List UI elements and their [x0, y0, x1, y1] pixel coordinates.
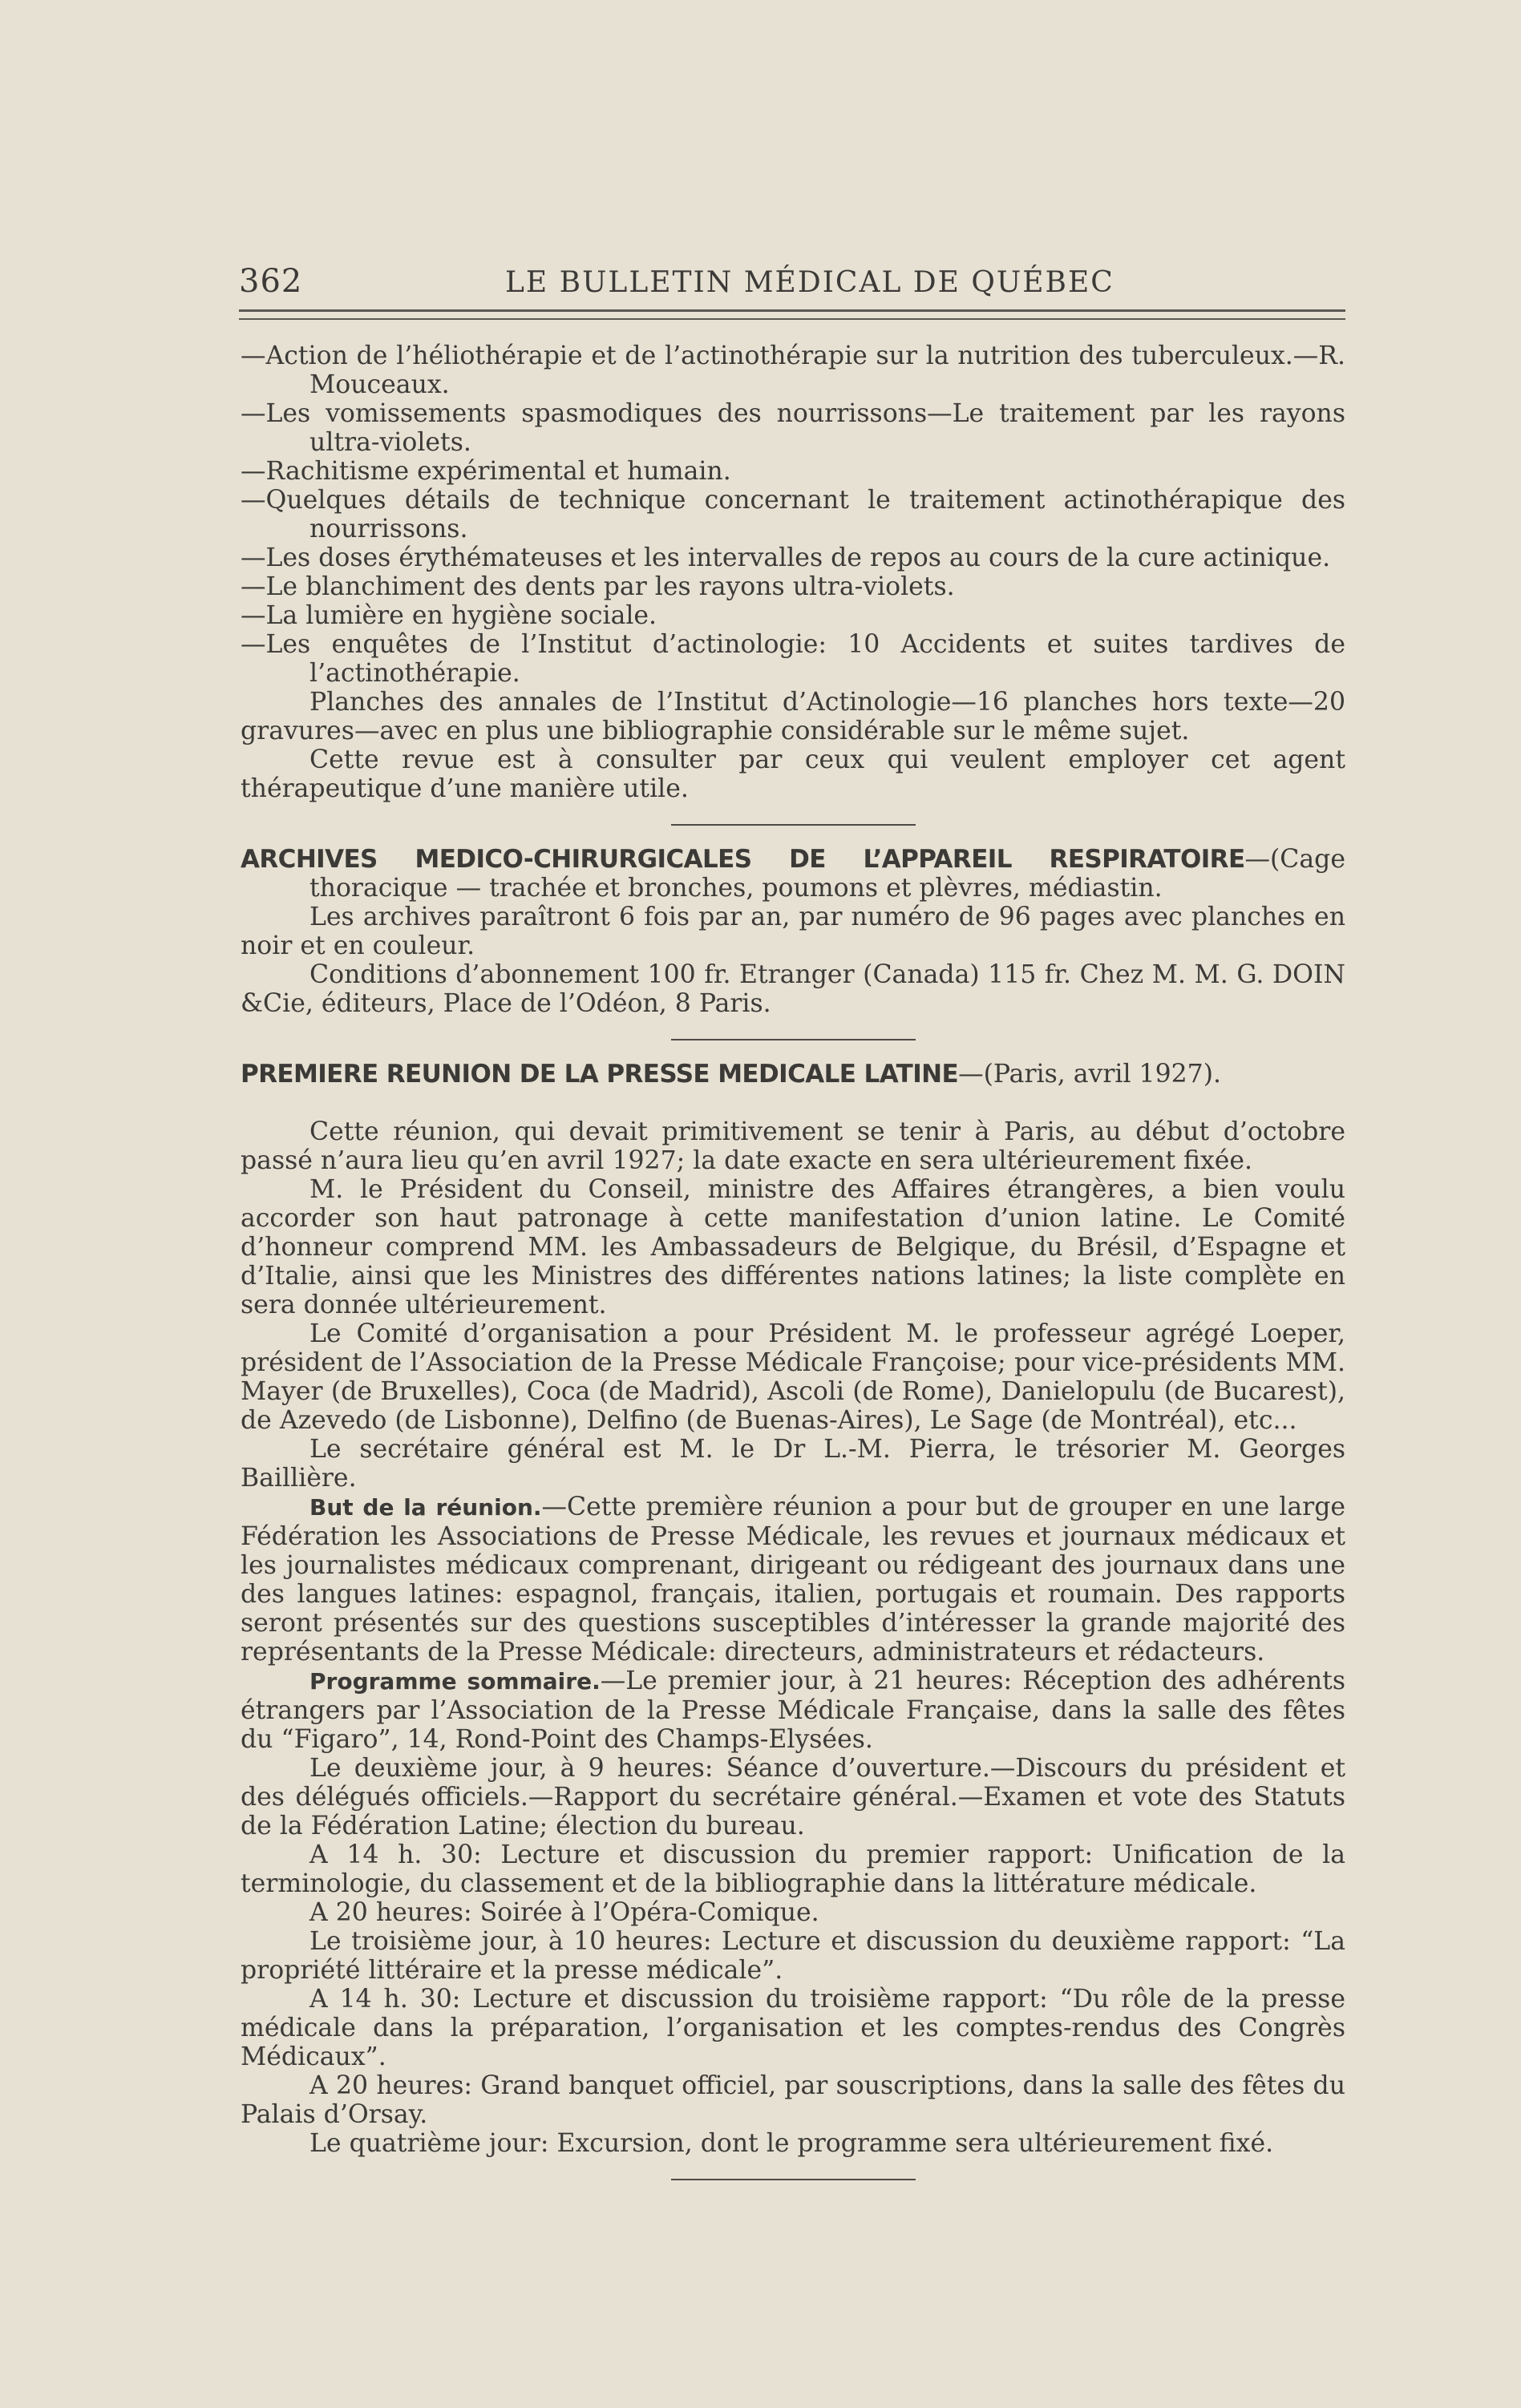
- paragraph: A 20 heures: Soirée à l’Opéra-Comique.: [309, 1898, 819, 1927]
- paragraph: Les archives paraîtront 6 fois par an, par numéro de 96 pages avec planches en noir et en couleur.: [241, 903, 1345, 960]
- paragraph: [241, 1493, 1345, 1667]
- list-item: —Les doses érythémateuses et les intervalles de repos au cours de la cure actinique.: [241, 543, 1331, 572]
- archives-title-rest: —(Cage thoracique — trachée et bronches, poumons et plèvres, médiastin.: [309, 845, 1345, 903]
- list-item: —La lumière en hygiène sociale.: [241, 601, 657, 630]
- paragraph: Planches des annales de l’Institut d’Actinologie—16 planches hors texte—20 gravures—avec en plus une bibliographie considérable sur le même sujet.: [241, 688, 1345, 745]
- page-header: [239, 258, 1345, 303]
- paragraph: Le troisième jour, à 10 heures: Lecture et discussion du deuxième rapport: “La propriété littéraire et la presse médicale”.: [241, 1927, 1345, 1985]
- paragraph: Le deuxième jour, à 9 heures: Séance d’ouverture.—Discours du président et des délégués officiels.—Rapport du secrétaire général.—Examen et vote des Statuts de la Fédération Latine; élection du bureau.: [241, 1754, 1345, 1840]
- end-divider: [671, 2179, 916, 2180]
- paragraph: Le quatrième jour: Excursion, dont le programme sera ultérieurement fixé.: [309, 2129, 1274, 2158]
- list-item: —Le blanchiment des dents par les rayons ultra-violets.: [241, 572, 955, 601]
- paragraph: Le Comité d’organisation a pour Président M. le professeur agrégé Loeper, président de l’Association de la Presse Médicale Françoise; pour vice-présidents MM. Mayer (de Bruxelles), Coca (de Madrid), Ascoli (de Rome), Danielopulu (de Bucarest), de Azevedo (de Lisbonne), Delfino (de Buenas-Aires), Le Sage (de Montréal), etc...: [241, 1319, 1345, 1435]
- paragraph: A 14 h. 30: Lecture et discussion du troisième rapport: “Du rôle de la presse médicale dans la préparation, l’organisation et les comptes-rendus des Congrès Médicaux”.: [241, 1985, 1345, 2071]
- list-item: —Action de l’héliothérapie et de l’actinothérapie sur la nutrition des tuberculeux.—R. Mouceaux.: [241, 341, 1345, 399]
- paragraph: A 20 heures: Grand banquet officiel, par souscriptions, dans la salle des fêtes du Palais d’Orsay.: [241, 2071, 1345, 2129]
- paragraph: Le secrétaire général est M. le Dr L.-M. Pierra, le trésorier M. Georges Baillière.: [241, 1435, 1345, 1493]
- presse-heading: [241, 1060, 1345, 1089]
- list-item: —Rachitisme expérimental et humain.: [241, 457, 731, 486]
- paragraph: Cette revue est à consulter par ceux qui veulent employer cet agent thérapeutique d’une manière utile.: [241, 745, 1345, 803]
- paragraph: Conditions d’abonnement 100 fr. Etranger (Canada) 115 fr. Chez M. M. G. DOIN &Cie, éditeurs, Place de l’Odéon, 8 Paris.: [241, 960, 1345, 1018]
- archives-title: ARCHIVES MEDICO-CHIRURGICALES DE L’APPAREIL RESPIRATOIRE: [241, 845, 1245, 874]
- article-list: [241, 341, 1345, 688]
- header-rule: [239, 309, 1345, 320]
- programme-label: Programme sommaire.: [309, 1668, 601, 1695]
- section-divider: [671, 824, 916, 826]
- but-text: —Cette première réunion a pour but de grouper en une large Fédération les Associations de Presse Médicale, les revues et journaux médicaux et les journalistes médicaux comprenant, dirigeant ou rédigeant des journaux dans une des langues latines: espagnol, français, italien, portugais et roumain. Des rapports seront présentés sur des questions susceptibles d’intéresser la grande majorité des représentants de la Presse Médicale: directeurs, administrateurs et rédacteurs.: [241, 1493, 1346, 1667]
- presse-title-rest: —(Paris, avril 1927).: [958, 1060, 1222, 1089]
- presse-title: PREMIERE REUNION DE LA PRESSE MEDICALE LATINE: [241, 1060, 959, 1089]
- but-label: But de la réunion.: [309, 1494, 542, 1521]
- list-item: —Les vomissements spasmodiques des nourrissons—Le traitement par les rayons ultra-violets.: [241, 399, 1345, 457]
- programme-text: —Le premier jour, à 21 heures: Réception des adhérents étrangers par l’Association de la Presse Médicale Française, dans la salle des fêtes du “Figaro”, 14, Rond-Point des Champs-Elysées.: [241, 1667, 1345, 1754]
- section-divider: [671, 1039, 916, 1040]
- page-number: 362: [239, 263, 303, 300]
- list-item: —Les enquêtes de l’Institut d’actinologie: 10 Accidents et suites tardives de l’actinothérapie.: [241, 630, 1345, 688]
- list-item: —Quelques détails de technique concernant le traitement actinothérapique des nourrissons.: [241, 486, 1345, 543]
- paragraph: M. le Président du Conseil, ministre des Affaires étrangères, a bien voulu accorder son haut patronage à cette manifestation d’union latine. Le Comité d’honneur comprend MM. les Ambassadeurs de Belgique, du Brésil, d’Espagne et d’Italie, ainsi que les Ministres des différentes nations latines; la liste complète en sera donnée ultérieurement.: [241, 1175, 1345, 1319]
- archives-heading: [241, 845, 1345, 903]
- paragraph: Cette réunion, qui devait primitivement se tenir à Paris, au début d’octobre passé n’aura lieu qu’en avril 1927; la date exacte en sera ultérieurement fixée.: [241, 1117, 1345, 1175]
- running-title: LE BULLETIN MÉDICAL DE QUÉBEC: [505, 266, 1114, 299]
- paragraph: [241, 1667, 1345, 1754]
- paragraph: A 14 h. 30: Lecture et discussion du premier rapport: Unification de la terminologie, du classement et de la bibliographie dans la littérature médicale.: [241, 1840, 1345, 1898]
- article-body: [241, 341, 1345, 2200]
